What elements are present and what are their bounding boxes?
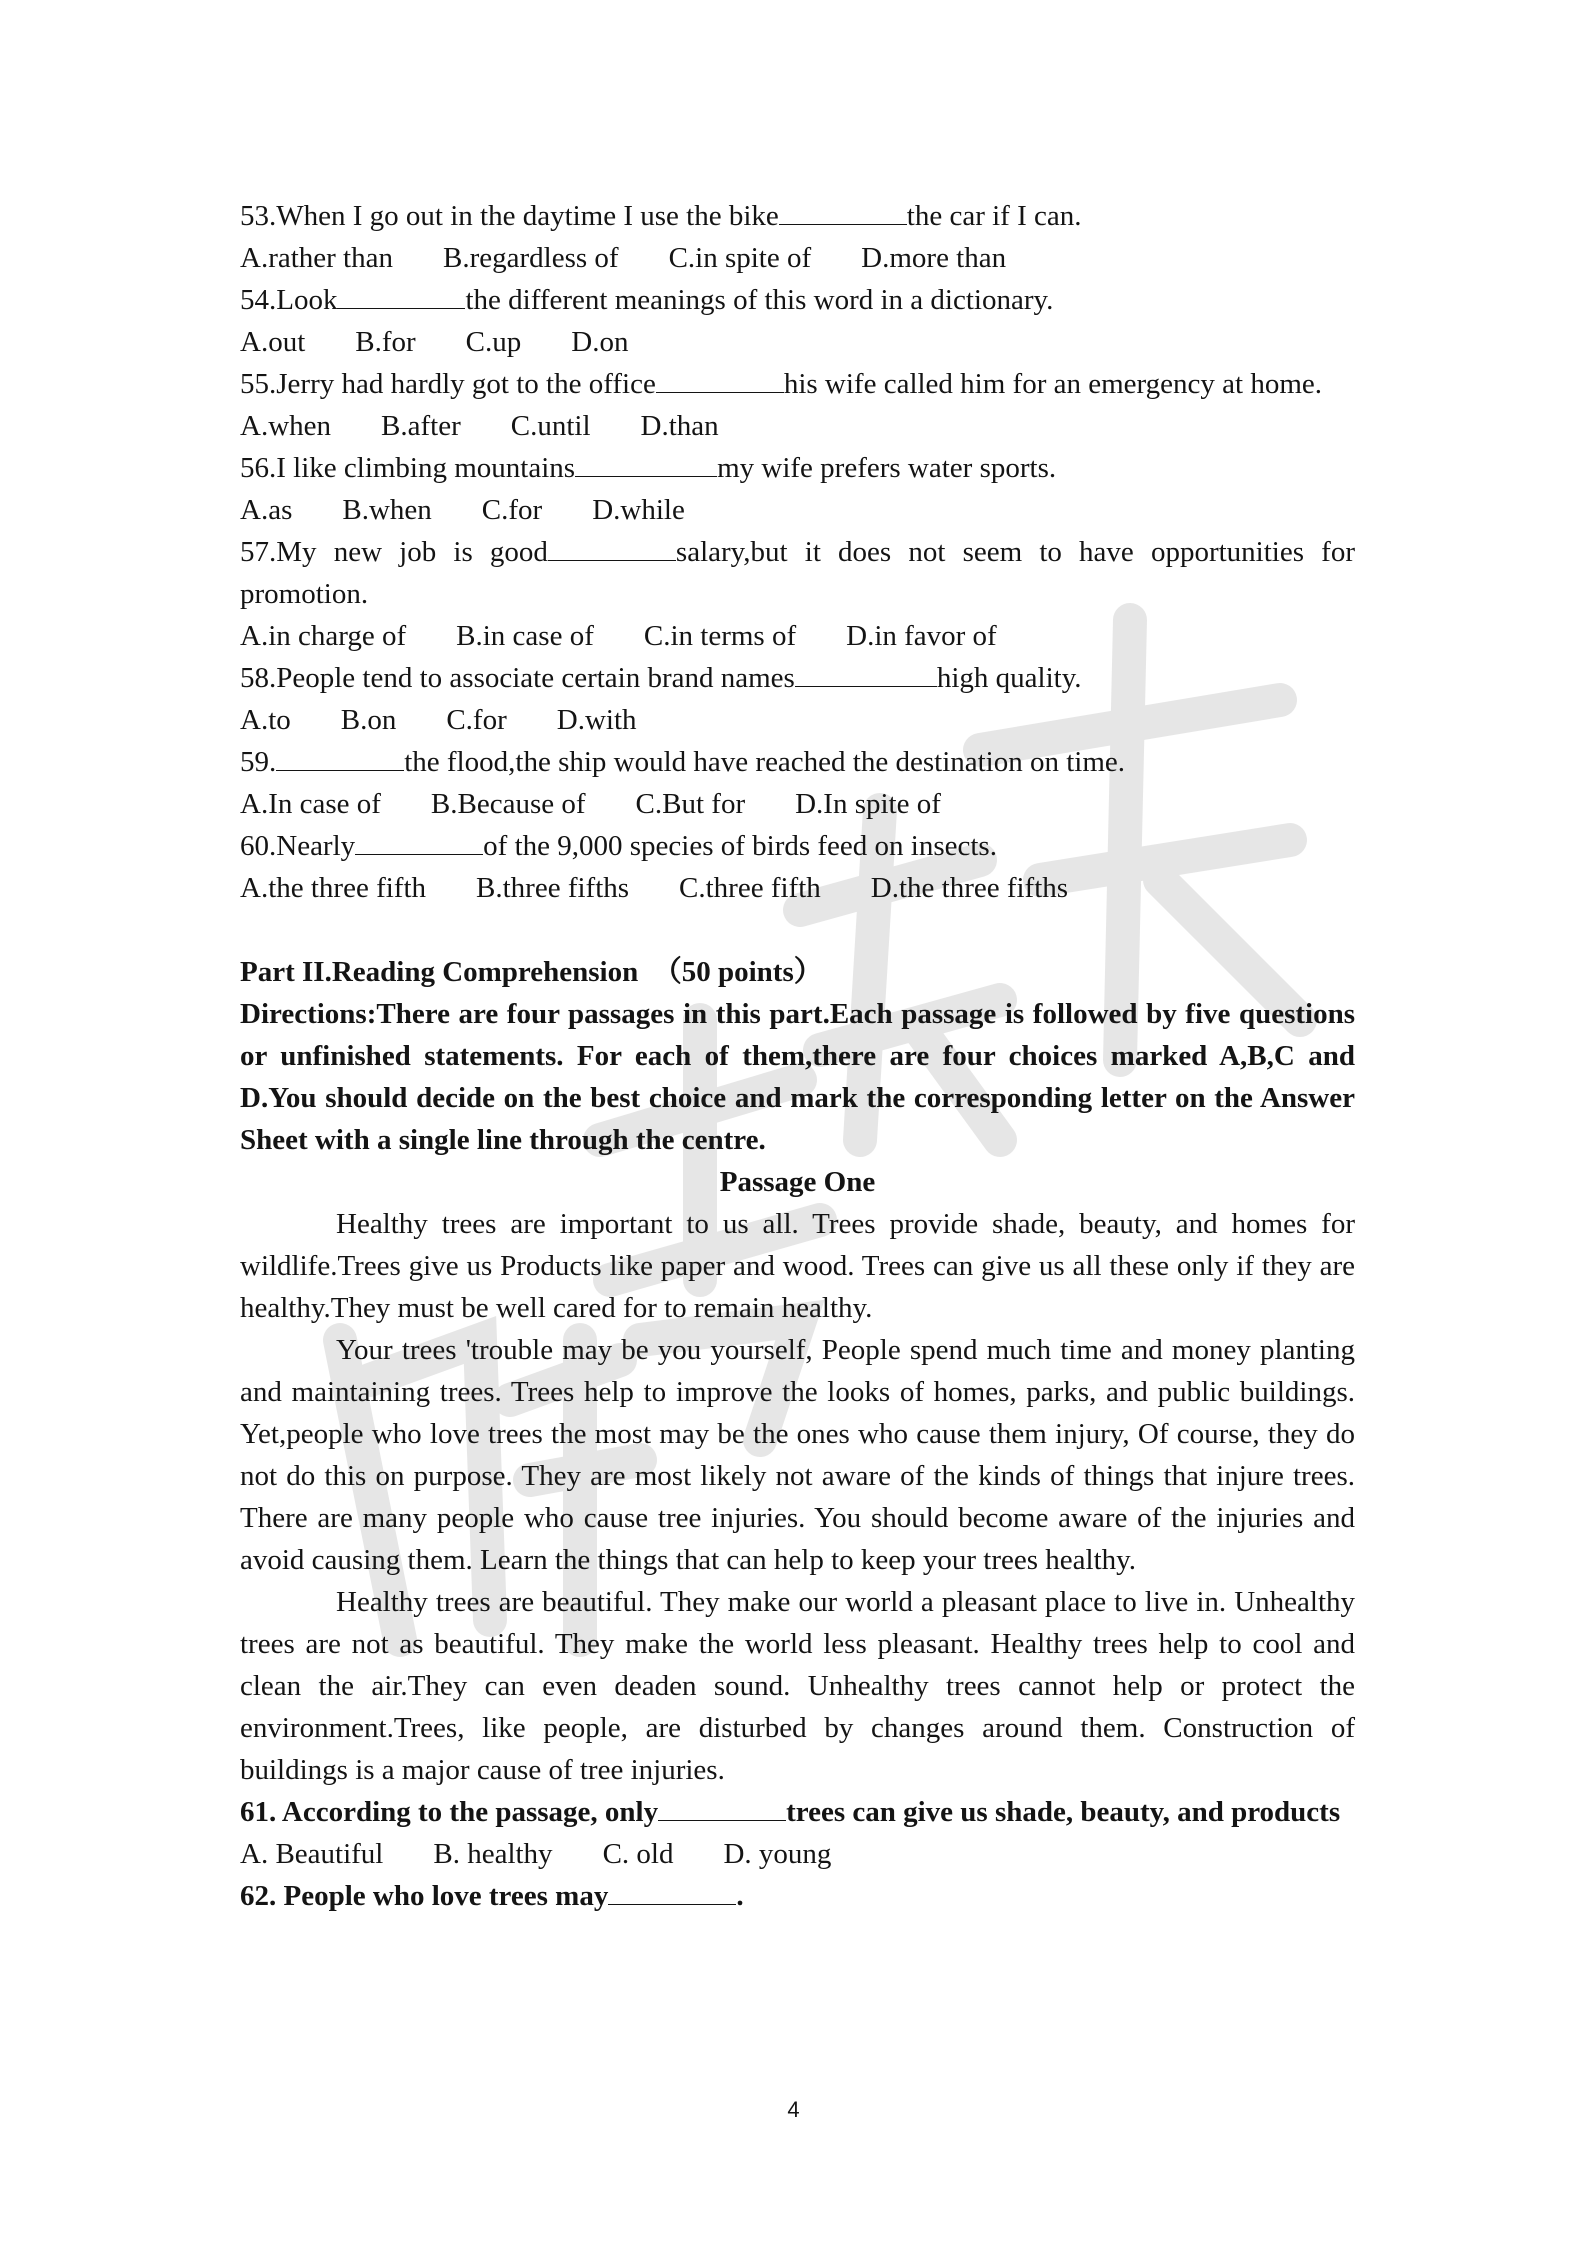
answer-blank: [337, 280, 465, 309]
question-55-options: A.when B.after C.until D.than: [240, 410, 719, 442]
page-number: 4: [787, 2097, 800, 2122]
passage-paragraph: Healthy trees are important to us all. Trees provide shade, beauty, and homes for wildlife.Trees give us Products like paper and wood. Trees can give us all these only if they are healthy.They must be well cared for to remain healthy.: [240, 1208, 1355, 1324]
question-62: 62. People who love trees may .: [240, 1875, 1355, 1917]
question-53-options: A.rather than B.regardless of C.in spite of D.more than: [240, 242, 1007, 274]
question-60-options: A.the three fifth B.three fifths C.three fifth D.the three fifths: [240, 872, 1069, 904]
question-53: 53.When I go out in the daytime I use the bike the car if I can.: [240, 195, 1355, 237]
question-56-options: A.as B.when C.for D.while: [240, 494, 685, 526]
question-59: 59. the flood,the ship would have reached the destination on time.: [240, 741, 1355, 783]
question-61-options: A. Beautiful B. healthy C. old D. young: [240, 1838, 832, 1870]
answer-blank: [608, 1876, 736, 1905]
answer-blank: [658, 1792, 786, 1821]
answer-blank: [656, 364, 784, 393]
answer-blank: [548, 532, 676, 561]
question-61: 61. According to the passage, only trees can give us shade, beauty, and products: [240, 1791, 1355, 1833]
question-60: 60.Nearly of the 9,000 species of birds feed on insects.: [240, 825, 1355, 867]
question-56: 56.I like climbing mountains my wife prefers water sports.: [240, 447, 1355, 489]
question-58: 58.People tend to associate certain brand names high quality.: [240, 657, 1355, 699]
passage-paragraph: Healthy trees are beautiful. They make our world a pleasant place to live in. Unhealthy trees are not as beautiful. They make the world less pleasant. Healthy trees help to cool and clean the air.They can even deaden sound. Unhealthy trees cannot help or protect the environment.Trees, like people, are disturbed by changes around them. Construction of buildings is a major cause of tree injuries.: [240, 1586, 1355, 1786]
question-57-options: A.in charge of B.in case of C.in terms of D.in favor of: [240, 620, 997, 652]
section-heading: Part II.Reading Comprehension （50 points）: [240, 956, 823, 988]
question-54: 54.Look the different meanings of this word in a dictionary.: [240, 279, 1355, 321]
answer-blank: [575, 448, 717, 477]
question-55: 55.Jerry had hardly got to the office his wife called him for an emergency at home.: [240, 363, 1355, 405]
document-page: [240, 195, 1355, 1917]
question-57: 57.My new job is good salary,but it does not seem to have opportunities for promotion.: [240, 531, 1355, 615]
answer-blank: [795, 658, 937, 687]
question-58-options: A.to B.on C.for D.with: [240, 704, 637, 736]
spacer: [240, 909, 1355, 951]
passage-paragraph: Your trees 'trouble may be you yourself, People spend much time and money planting and maintaining trees. Trees help to improve the looks of homes, parks, and public buildings. Yet,people who love trees the most may be the ones who cause them injury, Of course, they do not do this on purpose. They are most likely not aware of the kinds of things that injure trees. There are many people who cause tree injuries. You should become aware of the injuries and avoid causing them. Learn the things that can help to keep your trees healthy.: [240, 1334, 1355, 1576]
question-54-options: A.out B.for C.up D.on: [240, 326, 629, 358]
answer-blank: [276, 742, 404, 771]
section-directions: Directions:There are four passages in this part.Each passage is followed by five questions or unfinished statements. For each of them,there are four choices marked A,B,C and D.You should decide on the best choice and mark the corresponding letter on the Answer Sheet with a single line through the centre.: [240, 998, 1355, 1156]
question-59-options: A.In case of B.Because of C.But for D.In spite of: [240, 788, 941, 820]
passage-title: Passage One: [719, 1166, 876, 1198]
answer-blank: [355, 826, 483, 855]
answer-blank: [779, 196, 907, 225]
